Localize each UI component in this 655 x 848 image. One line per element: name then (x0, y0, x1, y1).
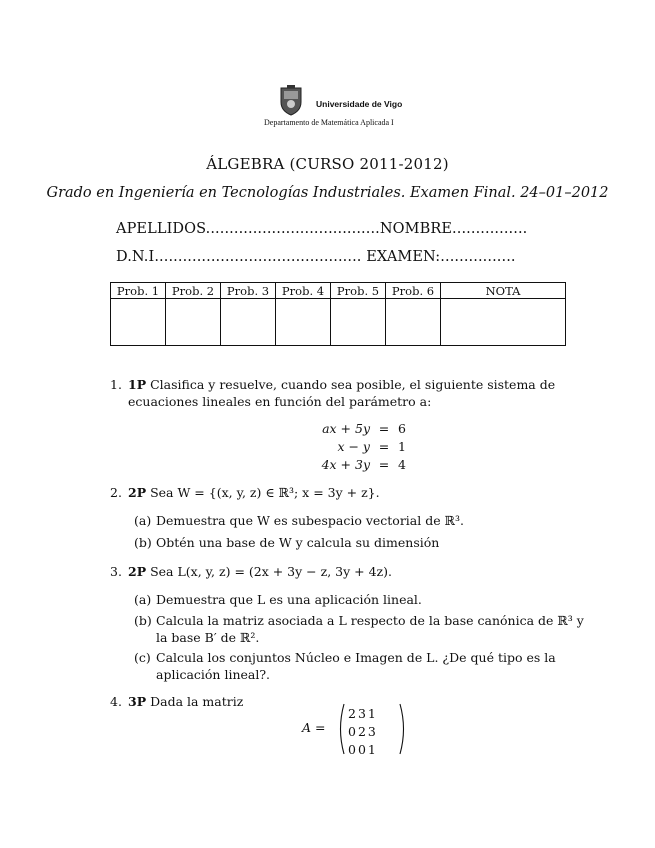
equation-lhs: 4x + 3y (321, 457, 370, 472)
subitem-text: Demuestra que W es subespacio vectorial de ℝ³. (156, 513, 464, 528)
equation-row (302, 421, 414, 437)
grade-cell[interactable] (166, 299, 221, 346)
problem-text: Sea L(x, y, z) = (2x + 3y − z, 3y + 4z). (150, 564, 392, 579)
problem-text: Sea W = {(x, y, z) ∈ ℝ³; x = 3y + z}. (150, 485, 380, 500)
equation-lhs: ax + 5y (322, 421, 370, 436)
matrix-cell: 0 (348, 742, 356, 757)
exam-title: ÁLGEBRA (CURSO 2011-2012) (206, 155, 449, 173)
department-name: Departamento de Matemática Aplicada I (264, 118, 394, 127)
subitem-text: Calcula la matriz asociada a L respecto de la base canónica de ℝ³ y la base B′ de ℝ². (156, 613, 584, 645)
problem-number: 1. (110, 377, 122, 392)
matrix-cell: 1 (367, 742, 376, 757)
grades-header-prob5: Prob. 5 (331, 283, 386, 299)
subitem-label: (a) (134, 513, 152, 528)
problem-statement (128, 563, 586, 580)
exam-subtitle: Grado en Ingeniería en Tecnologías Industriales. Examen Final. 24–01–2012 (46, 185, 609, 201)
matrix-cell: 0 (357, 742, 366, 757)
grades-header-prob2: Prob. 2 (166, 283, 221, 299)
university-crest-icon (278, 84, 304, 116)
problem-points: 2P (128, 485, 147, 500)
equation-system (300, 419, 416, 475)
grades-header-prob3: Prob. 3 (221, 283, 276, 299)
equation-rhs: 1 (398, 439, 406, 454)
subitem-text: Obtén una base de W y calcula su dimensión (156, 535, 440, 550)
equation-sign: = (378, 439, 390, 454)
matrix-label: A = (302, 720, 326, 735)
left-paren-icon (336, 703, 346, 755)
grades-table (110, 282, 566, 346)
grades-header-nota: NOTA (441, 283, 566, 299)
matrix-cell: 3 (357, 706, 366, 721)
right-paren-icon (398, 703, 408, 755)
problem-points: 3P (128, 694, 147, 709)
problem-number: 3. (110, 564, 122, 579)
grades-header-prob4: Prob. 4 (276, 283, 331, 299)
grade-cell[interactable] (276, 299, 331, 346)
equation-sign: = (378, 421, 390, 436)
grade-cell[interactable] (386, 299, 441, 346)
grade-cell[interactable] (221, 299, 276, 346)
matrix-cell: 1 (367, 706, 376, 721)
problem-statement (128, 376, 586, 410)
subitem-text: Demuestra que L es una aplicación lineal. (156, 592, 422, 607)
equation-row (302, 439, 414, 455)
subitem-label: (c) (134, 650, 151, 665)
problem-statement (128, 484, 586, 501)
subitem-text: Calcula los conjuntos Núcleo e Imagen de L. ¿De qué tipo es la aplicación lineal?. (156, 650, 556, 682)
problem-text: Clasifica y resuelve, cuando sea posible, el siguiente sistema de ecuaciones lineales en función del parámetro a: (128, 377, 556, 409)
matrix-cell: 2 (357, 724, 366, 739)
problem-points: 1P (128, 377, 147, 392)
equation-row (302, 457, 414, 473)
university-name: Universidade de Vigo (316, 99, 403, 109)
name-field-line: APELLIDOS.....................................NOMBRE................ (116, 221, 528, 237)
matrix-grid (346, 704, 378, 760)
problem-points: 2P (128, 564, 147, 579)
grade-cell-total[interactable] (441, 299, 566, 346)
university-header (264, 82, 428, 130)
equation-rhs: 4 (398, 457, 406, 472)
subitem-label: (a) (134, 592, 152, 607)
matrix-cell: 2 (348, 706, 356, 721)
subitem-label: (b) (134, 535, 152, 550)
grade-cell[interactable] (331, 299, 386, 346)
equation-sign: = (378, 457, 390, 472)
problem-text: Dada la matriz (150, 694, 244, 709)
equation-lhs: x − y (337, 439, 370, 454)
matrix-cell: 3 (367, 724, 376, 739)
problem-number: 4. (110, 694, 122, 709)
problem-number: 2. (110, 485, 122, 500)
grades-score-row (111, 299, 566, 346)
grade-cell[interactable] (111, 299, 166, 346)
matrix-cell: 0 (348, 724, 356, 739)
equation-rhs: 6 (398, 421, 406, 436)
grades-header-prob1: Prob. 1 (111, 283, 166, 299)
grades-header-prob6: Prob. 6 (386, 283, 441, 299)
subitem-label: (b) (134, 613, 152, 628)
id-field-line: D.N.I............................................ EXAMEN:................ (116, 249, 516, 265)
